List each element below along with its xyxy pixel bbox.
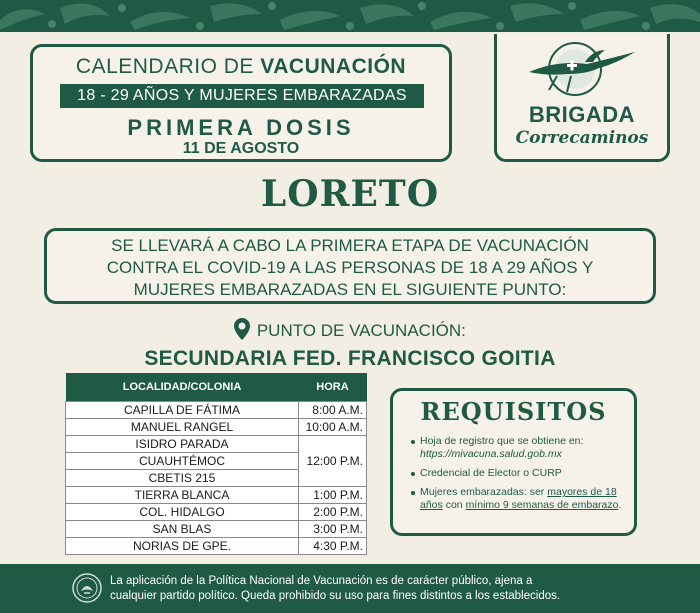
table-row <box>66 537 367 554</box>
column-header-time: HORA <box>299 373 367 401</box>
calendar-title <box>33 55 449 79</box>
roadrunner-logo-icon <box>527 40 637 98</box>
brigade-subtitle: Correcaminos <box>515 128 649 148</box>
list-item <box>411 467 633 480</box>
legal-disclaimer-line-2: cualquier partido político. Queda prohibido su uso para fines distintos a los establecidos. <box>110 590 561 602</box>
locality-cell: COL. HIDALGO <box>66 503 299 520</box>
requirement-id-text: Credencial de Elector o CURP <box>420 467 562 479</box>
calendar-box <box>30 44 452 162</box>
locality-cell: NORIAS DE GPE. <box>66 537 299 554</box>
top-decorative-band <box>0 0 700 32</box>
requirement-age-underlined: mayores de 18 años <box>420 486 617 511</box>
announcement-line-3: MUJERES EMBARAZADAS EN EL SIGUIENTE PUNTO: <box>133 280 567 299</box>
time-cell: 2:00 P.M. <box>299 503 367 520</box>
locality-cell: TIERRA BLANCA <box>66 486 299 503</box>
time-cell: 10:00 A.M. <box>299 418 367 435</box>
requirement-registration-text: Hoja de registro que se obtiene en: <box>420 435 584 447</box>
locality-cell: CUAUHTÉMOC <box>66 452 299 469</box>
legal-disclaimer <box>110 574 670 604</box>
requirement-weeks-underlined: mínimo 9 semanas de embarazo <box>465 499 619 511</box>
locality-cell: ISIDRO PARADA <box>66 435 299 452</box>
requirement-pregnant-mid: con <box>445 499 463 511</box>
announcement-line-2: CONTRA EL COVID-19 A LAS PERSONAS DE 18 A 29 AÑOS Y <box>106 258 594 277</box>
time-cell: 1:00 P.M. <box>299 486 367 503</box>
dose-label: PRIMERA DOSIS <box>127 115 355 140</box>
locality-cell: CBETIS 215 <box>66 469 299 486</box>
calendar-title-prefix: CALENDARIO DE <box>75 55 254 78</box>
locality-cell: CAPILLA DE FÁTIMA <box>66 401 299 418</box>
map-pin-icon <box>234 318 250 340</box>
brigade-box <box>494 34 670 162</box>
schedule-header-row <box>66 373 367 401</box>
footer-band <box>0 564 700 613</box>
list-item <box>411 486 633 512</box>
requirements-list <box>411 435 633 518</box>
audience-bar: 18 - 29 AÑOS Y MUJERES EMBARAZADAS <box>60 84 424 108</box>
calendar-title-bold: VACUNACIÓN <box>260 55 407 78</box>
location-heading: LORETO <box>260 173 440 215</box>
time-cell: 4:30 P.M. <box>299 537 367 554</box>
locality-cell: MANUEL RANGEL <box>66 418 299 435</box>
table-row <box>66 520 367 537</box>
table-row <box>66 401 367 418</box>
table-row <box>66 435 367 452</box>
leaf-pattern-icon <box>0 0 700 32</box>
vaccination-site-name: SECUNDARIA FED. FRANCISCO GOITIA <box>144 347 556 370</box>
requirement-pregnant-end: . <box>618 499 622 511</box>
legal-disclaimer-line-1: La aplicación de la Política Nacional de Vacunación es de carácter público, ajena a <box>110 575 533 587</box>
announcement-box <box>44 228 656 304</box>
requirement-pregnant-prefix: Mujeres embarazadas: ser <box>420 486 545 498</box>
table-row <box>66 486 367 503</box>
locality-cell: SAN BLAS <box>66 520 299 537</box>
announcement-line-1: SE LLEVARÁ A CABO LA PRIMERA ETAPA DE VACUNACIÓN <box>111 236 589 255</box>
list-item <box>411 435 633 461</box>
registration-link[interactable]: https://mivacuna.salud.gob.mx <box>420 448 562 460</box>
column-header-locality: LOCALIDAD/COLONIA <box>66 373 299 401</box>
time-cell: 12:00 P.M. <box>299 435 367 486</box>
table-row <box>66 418 367 435</box>
table-row <box>66 503 367 520</box>
date-label: 11 DE AGOSTO <box>182 140 300 157</box>
vaccination-point-text: PUNTO DE VACUNACIÓN: <box>256 321 466 340</box>
time-cell: 3:00 P.M. <box>299 520 367 537</box>
vaccination-point-label <box>0 318 700 341</box>
national-seal-icon <box>72 573 102 603</box>
schedule-table <box>65 373 367 555</box>
requirements-box <box>390 388 637 536</box>
time-cell: 8:00 A.M. <box>299 401 367 418</box>
brigade-title: BRIGADA <box>528 102 636 127</box>
requirements-title: REQUISITOS <box>420 397 607 426</box>
